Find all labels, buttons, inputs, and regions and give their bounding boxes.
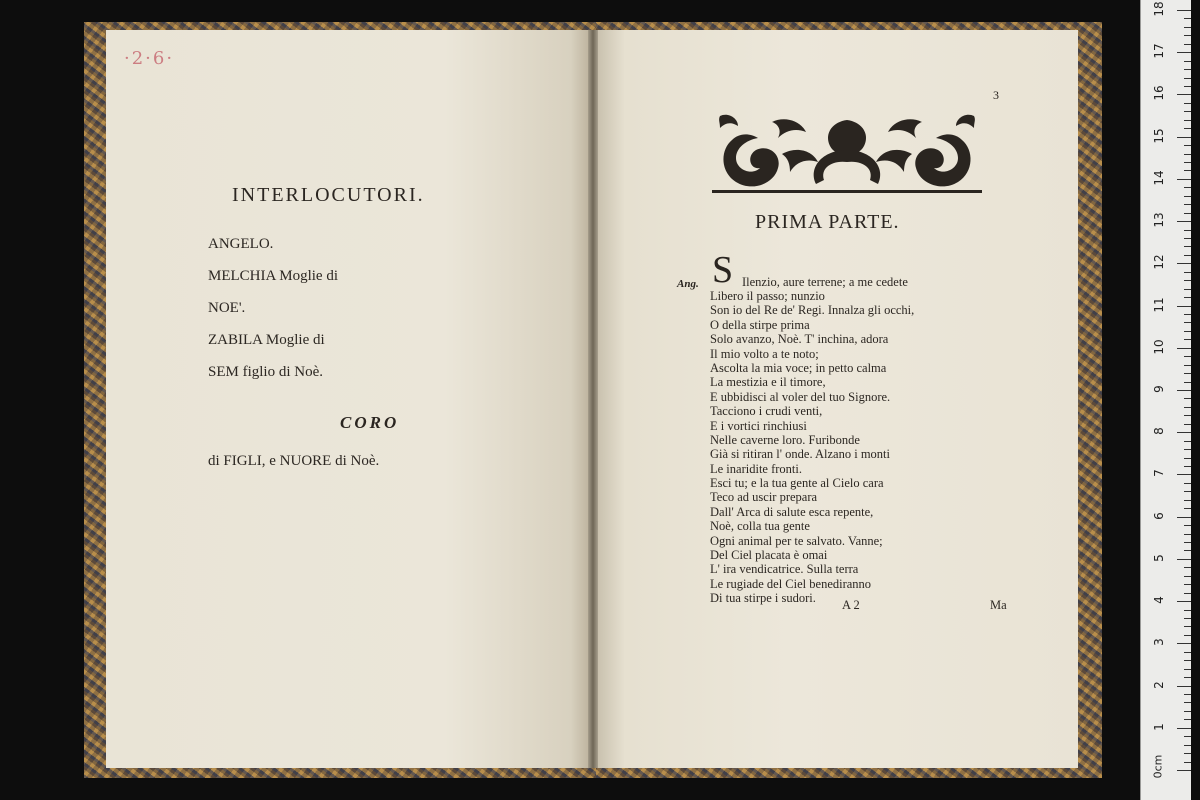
ruler-tick [1184,238,1191,239]
ruler-tick [1177,601,1191,602]
ruler-number: 3 [1152,638,1166,647]
ruler-tick [1184,187,1191,188]
ruler-tick [1184,677,1191,678]
ruler-tick [1184,35,1191,36]
chorus-heading: CORO [340,413,400,432]
ruler-tick [1184,593,1191,594]
ruler-tick [1184,246,1191,247]
ruler-tick [1184,27,1191,28]
ruler-tick [1184,322,1191,323]
ruler-tick [1184,61,1191,62]
verse-line: Noè, colla tua gente [710,519,810,534]
ruler-tick [1177,770,1191,771]
verse-line: Dall' Arca di salute esca repente, [710,504,874,519]
verse-line: Tacciono i crudi venti, [710,404,823,419]
ruler-tick [1184,111,1191,112]
ruler-tick [1184,508,1191,509]
ruler-tick [1184,542,1191,543]
ruler-tick [1177,348,1191,349]
floral-headpiece-ornament-icon [712,110,982,198]
ruler-tick [1177,643,1191,644]
ruler-tick [1184,483,1191,484]
ruler-tick [1184,415,1191,416]
ruler-number: 10 [1152,339,1166,355]
ruler-tick [1177,10,1191,11]
ruler-tick [1184,500,1191,501]
verse-line: Di tua stirpe i sudori. [710,591,816,606]
ruler-tick [1184,550,1191,551]
ruler-tick [1184,213,1191,214]
verse-line: Ogni animal per te salvato. Vanne; [710,533,883,548]
ruler-tick [1184,424,1191,425]
ruler-tick [1184,441,1191,442]
verse-line: Il mio volto a te noto; [710,346,819,361]
ruler-tick [1184,652,1191,653]
character-item: NOE'. [208,300,246,316]
ruler-tick [1184,458,1191,459]
verse-line: Libero il passo; nunzio [710,289,825,303]
character-item: ANGELO. [208,236,274,252]
character-item: MELCHIA Moglie di [208,268,338,284]
verse-line: Ascolta la mia voce; in petto calma [710,360,887,375]
verse-list [710,289,914,606]
ruler-tick [1184,331,1191,332]
ruler-number: 12 [1152,254,1166,270]
ruler-number: 18 [1152,1,1166,17]
verse-line: Le inaridite fronti. [710,461,802,476]
ruler-tick [1184,466,1191,467]
ruler-unit-label: 0cm [1151,754,1165,779]
verse-line: E i vortici rinchiusi [710,418,807,433]
verse-line: Esci tu; e la tua gente al Cielo cara [710,476,884,491]
ruler-number: 16 [1152,85,1166,102]
ruler-tick [1184,69,1191,70]
ruler-number: 11 [1152,296,1166,313]
ruler-tick [1184,128,1191,129]
verse-line: Già si ritiran l' onde. Alzano i monti [710,447,890,462]
ruler-tick [1184,170,1191,171]
ruler-tick [1184,407,1191,408]
verse-line: Son io del Re de' Regi. Innalza gli occhi, [710,303,915,318]
ruler-tick [1184,103,1191,104]
ruler-tick [1184,694,1191,695]
ruler-tick [1184,567,1191,568]
ruler-number: 6 [1152,511,1166,520]
verse-line: Ilenzio, aure terrene; a me cedete [742,275,908,289]
drop-cap: S [712,249,734,291]
ruler-tick [1177,432,1191,433]
ruler-tick [1184,753,1191,754]
ruler-tick [1184,711,1191,712]
ruler-tick [1184,162,1191,163]
ruler-tick [1184,635,1191,636]
ruler-tick [1184,736,1191,737]
ruler-tick [1177,263,1191,264]
ruler-tick [1177,474,1191,475]
ruler-tick [1177,728,1191,729]
ruler-tick [1184,762,1191,763]
ruler-tick [1184,44,1191,45]
ruler-tick [1184,373,1191,374]
ruler-tick [1184,272,1191,273]
page-number: 3 [993,88,999,102]
ruler-number: 1 [1152,722,1166,731]
ruler-tick [1184,702,1191,703]
ruler-tick [1177,517,1191,518]
ruler-tick [1184,398,1191,399]
ruler-tick [1184,449,1191,450]
verse-line: O della stirpe prima [710,317,810,332]
ruler-tick [1184,491,1191,492]
ruler-number: 7 [1152,469,1166,478]
interlocutori-title: INTERLOCUTORI. [232,184,425,206]
ruler-tick [1177,52,1191,53]
verse-line: La mestizia e il timore, [710,375,826,390]
ruler-tick [1184,618,1191,619]
ruler-tick [1184,120,1191,121]
ruler-tick [1177,221,1191,222]
ruler-tick [1184,297,1191,298]
speaker-label: Ang. [677,278,699,290]
ruler-tick [1177,390,1191,391]
left-page [106,30,590,768]
ruler-tick [1184,289,1191,290]
ruler-tick [1184,382,1191,383]
ruler-tick [1184,660,1191,661]
ruler-tick [1177,306,1191,307]
ruler-tick [1184,525,1191,526]
chorus-line: di FIGLI, e NUORE di Noè. [208,453,380,469]
verse-line: Le rugiade del Ciel benediranno [710,576,872,591]
ruler-number: 5 [1152,554,1166,562]
ruler-number: 13 [1152,212,1166,228]
ruler-tick [1184,584,1191,585]
verse-line: L' ira vendicatrice. Sulla terra [710,562,859,577]
ruler-tick [1177,94,1191,95]
ruler-tick [1184,314,1191,315]
ruler-tick [1184,534,1191,535]
ruler-tick [1184,719,1191,720]
ruler-tick [1184,365,1191,366]
ruler-tick [1184,204,1191,205]
ruler-tick [1184,280,1191,281]
ruler-tick [1184,669,1191,670]
ruler-tick [1184,339,1191,340]
ruler-number: 9 [1152,385,1166,393]
ruler-tick [1184,626,1191,627]
ruler-tick [1184,356,1191,357]
verse-line: Teco ad uscir prepara [710,490,818,505]
ruler-tick [1184,145,1191,146]
ruler-number: 2 [1152,680,1166,689]
signature-mark: A 2 [842,598,860,612]
ruler-tick [1184,576,1191,577]
book-gutter [588,30,598,768]
ruler-tick [1184,196,1191,197]
character-item: ZABILA Moglie di [208,332,325,348]
verse-line: E ubbidisci al voler del tuo Signore. [710,389,891,404]
ruler-tick [1184,78,1191,79]
ruler-tick [1177,559,1191,560]
catchword: Ma [990,598,1007,612]
ruler-number: 15 [1152,128,1166,144]
ruler-tick [1177,179,1191,180]
verse-line: Solo avanzo, Noè. T' inchina, adora [710,332,889,347]
ruler-tick [1184,230,1191,231]
ruler-tick [1177,686,1191,687]
ruler-number: 14 [1152,170,1166,186]
ruler-number: 4 [1152,596,1166,604]
ruler-number: 17 [1152,43,1166,59]
verse-line: Nelle caverne loro. Furibonde [710,432,860,447]
character-item: SEM figlio di Noè. [208,364,323,380]
ruler-number: 8 [1152,427,1166,436]
ruler-tick [1184,86,1191,87]
character-list [208,228,338,388]
measuring-ruler [1140,0,1191,800]
ruler-tick [1184,745,1191,746]
ruler-tick [1184,154,1191,155]
ruler-tick [1184,255,1191,256]
verse-line: Del Ciel placata è omai [710,548,828,563]
prima-parte-title: PRIMA PARTE. [755,211,900,233]
ruler-tick [1184,18,1191,19]
ruler-tick [1177,137,1191,138]
ruler-tick [1184,610,1191,611]
red-library-mark-icon: ·2·6· [124,48,175,69]
